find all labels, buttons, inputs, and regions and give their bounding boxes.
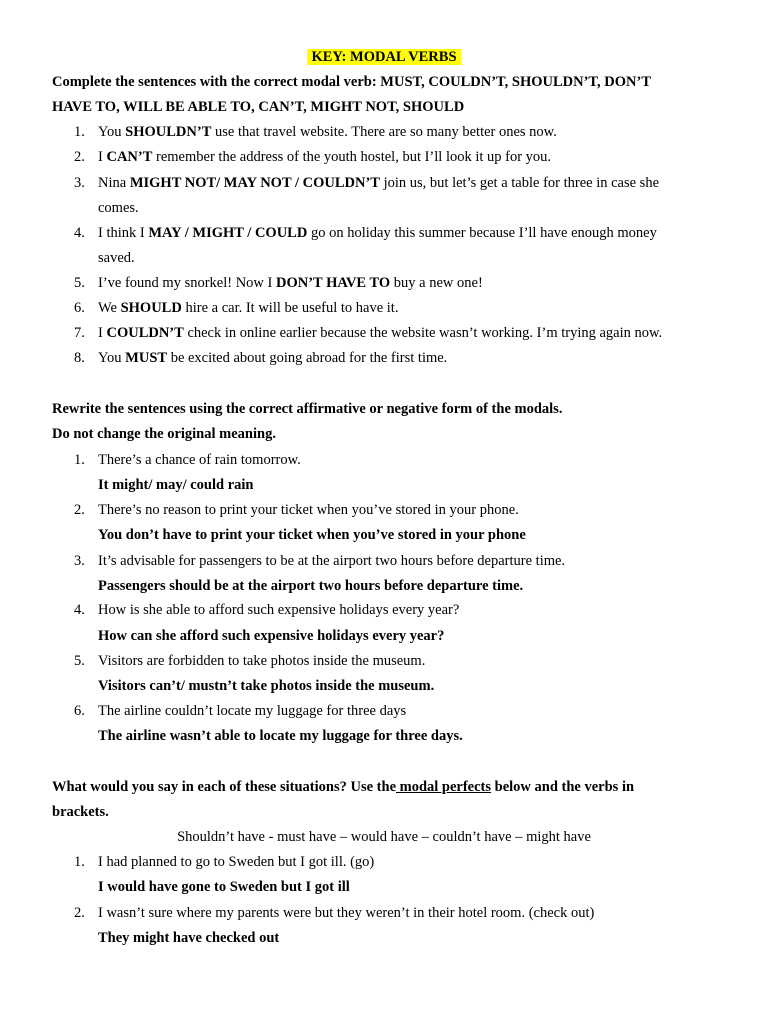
question-text: It’s advisable for passengers to be at the airport two hours before departure time. [98, 553, 566, 569]
answer-text: I would have gone to Sweden but I got ill [98, 879, 350, 895]
answer-text: The airline wasn’t able to locate my luggage for three days. [98, 728, 463, 744]
list-item-continuation: comes. [98, 200, 139, 216]
list-number: 2. [74, 905, 85, 921]
page-title: KEY: MODAL VERBS [0, 48, 768, 66]
list-number: 7. [74, 325, 85, 341]
section2-instruction: Rewrite the sentences using the correct affirmative or negative form of the modals. [52, 401, 563, 417]
modal-options: Shouldn’t have - must have – would have – couldn’t have – might have [177, 829, 591, 845]
list-number: 3. [74, 553, 85, 569]
list-number: 5. [74, 653, 85, 669]
question-text: I wasn’t sure where my parents were but they weren’t in their hotel room. (check out) [98, 905, 595, 921]
answer-text: Visitors can’t/ mustn’t take photos inside the museum. [98, 678, 435, 694]
question-text: How is she able to afford such expensive holidays every year? [98, 602, 460, 618]
section1-instruction: Complete the sentences with the correct modal verb: MUST, COULDN’T, SHOULDN’T, DON’T [52, 74, 651, 90]
list-item: I COULDN’T check in online earlier because the website wasn’t working. I’m trying again now. [98, 325, 663, 341]
list-number: 2. [74, 502, 85, 518]
list-number: 4. [74, 602, 85, 618]
list-number: 1. [74, 854, 85, 870]
list-number: 1. [74, 124, 85, 140]
list-item: I’ve found my snorkel! Now I DON’T HAVE TO buy a new one! [98, 275, 483, 291]
list-number: 6. [74, 300, 85, 316]
answer-text: Passengers should be at the airport two hours before departure time. [98, 578, 524, 594]
list-number: 1. [74, 452, 85, 468]
answer-text: You don’t have to print your ticket when you’ve stored in your phone [98, 527, 526, 543]
list-number: 2. [74, 149, 85, 165]
question-text: There’s a chance of rain tomorrow. [98, 452, 301, 468]
list-number: 3. [74, 175, 85, 191]
answer-text: How can she afford such expensive holidays every year? [98, 628, 445, 644]
list-number: 4. [74, 225, 85, 241]
question-text: The airline couldn’t locate my luggage for three days [98, 703, 407, 719]
list-item: I think I MAY / MIGHT / COULD go on holiday this summer because I’ll have enough money [98, 225, 657, 241]
list-item: I CAN’T remember the address of the youth hostel, but I’ll look it up for you. [98, 149, 552, 165]
question-text: Visitors are forbidden to take photos inside the museum. [98, 653, 426, 669]
list-item: You SHOULDN’T use that travel website. There are so many better ones now. [98, 124, 557, 140]
list-item: Nina MIGHT NOT/ MAY NOT / COULDN’T join us, but let’s get a table for three in case she [98, 175, 660, 191]
question-text: There’s no reason to print your ticket when you’ve stored in your phone. [98, 502, 519, 518]
list-item: We SHOULD hire a car. It will be useful to have it. [98, 300, 399, 316]
list-item: You MUST be excited about going abroad for the first time. [98, 350, 448, 366]
section3-instruction: What would you say in each of these situations? Use the modal perfects below and the verbs in [52, 779, 635, 795]
list-number: 8. [74, 350, 85, 366]
answer-text: It might/ may/ could rain [98, 477, 254, 493]
answer-text: They might have checked out [98, 930, 280, 946]
section1-instruction-cont: HAVE TO, WILL BE ABLE TO, CAN’T, MIGHT NOT, SHOULD [52, 99, 465, 115]
question-text: I had planned to go to Sweden but I got ill. (go) [98, 854, 375, 870]
section3-instruction-cont: brackets. [52, 804, 109, 820]
list-item-continuation: saved. [98, 250, 135, 266]
section2-instruction-cont: Do not change the original meaning. [52, 426, 276, 442]
list-number: 6. [74, 703, 85, 719]
list-number: 5. [74, 275, 85, 291]
